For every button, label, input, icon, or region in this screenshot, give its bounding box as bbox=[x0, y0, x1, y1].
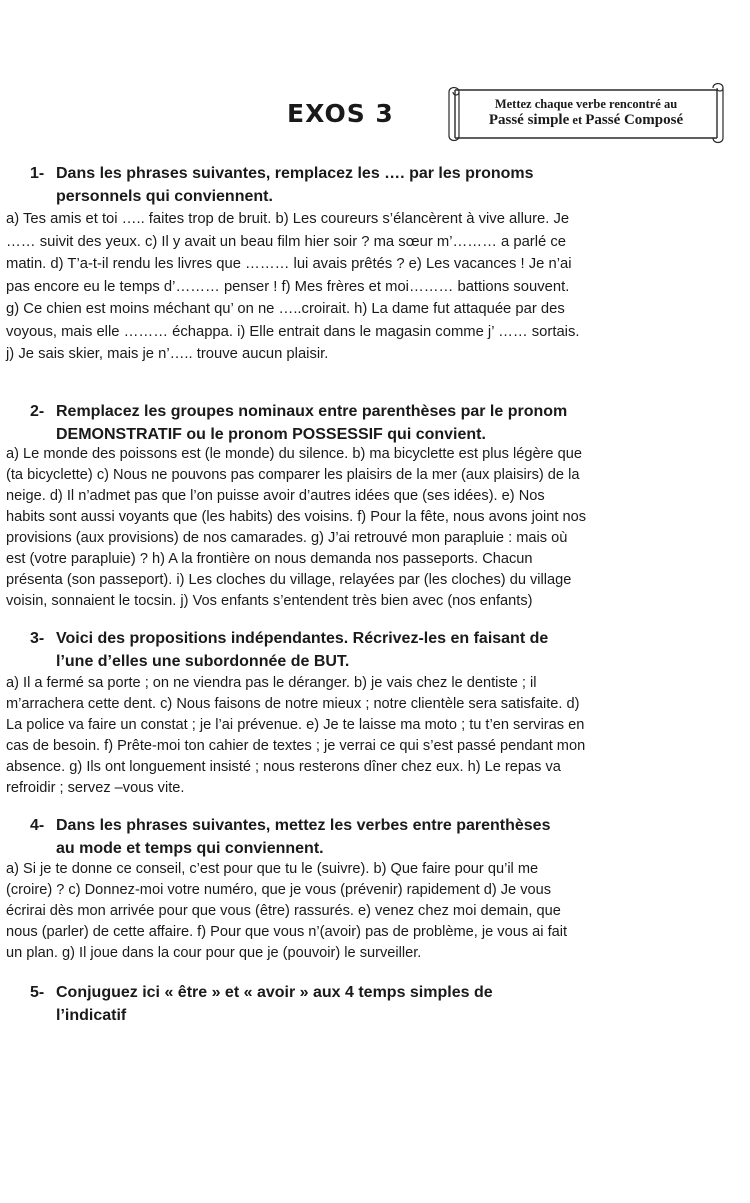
text-line: a) Il a fermé sa porte ; on ne viendra pas le déranger. b) je vais chez le dentiste ; il bbox=[6, 675, 537, 691]
text-line: absence. g) Ils ont longuement insisté ; nous resterons dîner chez eux. h) Le repas va bbox=[6, 759, 561, 775]
section-heading-line: au mode et temps qui conviennent. bbox=[56, 840, 324, 857]
section-5-heading bbox=[30, 981, 493, 1027]
text-line: voyous, mais elle ……… échappa. i) Elle entrait dans le magasin comme j’ …… sortais. bbox=[6, 323, 580, 340]
text-line: a) Si je te donne ce conseil, c’est pour que tu le (suivre). b) Que faire pour qu’il me bbox=[6, 861, 539, 877]
text-line: (croire) ? c) Donnez-moi votre numéro, que je vous (prévenir) rapidement d) Je vous bbox=[6, 882, 552, 898]
section-number: 2- bbox=[30, 403, 45, 420]
text-line: écrirai dès mon arrivée pour que vous (être) rassurés. e) venez chez moi demain, que bbox=[6, 903, 561, 919]
section-heading-line: Voici des propositions indépendantes. Récrivez-les en faisant de bbox=[56, 630, 549, 647]
section-3-heading bbox=[30, 627, 548, 673]
text-line: matin. d) T’a-t-il rendu les livres que ……… lui avais prêtés ? e) Les vacances ! Je n’ai bbox=[6, 256, 572, 272]
section-2-text bbox=[6, 444, 746, 612]
instruction-scroll-banner bbox=[447, 82, 725, 144]
instruction-passe-compose: Passé Composé bbox=[585, 112, 684, 128]
instruction-et: et bbox=[569, 113, 586, 127]
section-heading-line: Remplacez les groupes nominaux entre parenthèses par le pronom bbox=[56, 403, 568, 420]
section-heading-line: DEMONSTRATIF ou le pronom POSSESSIF qui convient. bbox=[56, 426, 486, 443]
section-heading-line: personnels qui conviennent. bbox=[56, 188, 273, 205]
text-line: provisions (aux provisions) de nos camarades. g) J’ai retrouvé mon parapluie : mais où bbox=[6, 530, 568, 546]
section-4-text bbox=[6, 859, 746, 964]
text-line: a) Le monde des poissons est (le monde) du silence. b) ma bicyclette est plus légère que bbox=[6, 446, 582, 462]
instruction-line-1: Mettez chaque verbe rencontré au bbox=[494, 97, 678, 111]
section-number: 5- bbox=[30, 984, 45, 1001]
text-line: a) Tes amis et toi ….. faites trop de bruit. b) Les coureurs s’élancèrent à vive allure. Je bbox=[6, 211, 570, 227]
text-line: cas de besoin. f) Prête-moi ton cahier de textes ; je verrai ce qui s’est passé pendant mon bbox=[6, 738, 586, 754]
instruction-line-2 bbox=[461, 112, 711, 128]
text-line: …… suivit des yeux. c) Il y avait un beau film hier soir ? ma sœur m’……… a parlé ce bbox=[6, 233, 566, 250]
text-line: un plan. g) Il joue dans la cour pour que je (pouvoir) le surveiller. bbox=[6, 945, 422, 961]
section-1-heading bbox=[30, 162, 534, 208]
section-heading-line: Dans les phrases suivantes, remplacez les …. par les pronoms bbox=[56, 165, 534, 182]
section-number: 4- bbox=[30, 817, 45, 834]
text-line: j) Je sais skier, mais je n’….. trouve aucun plaisir. bbox=[6, 346, 329, 362]
text-line: m’arrachera cette dent. c) Nous faisons de notre mieux ; notre clientèle sera satisfaite. d) bbox=[6, 696, 580, 712]
text-line: pas encore eu le temps d’……… penser ! f) Mes frères et moi……… battions souvent. bbox=[6, 278, 570, 295]
text-line: présenta (son passeport). i) Les cloches du village, relayées par (les cloches) du village bbox=[6, 572, 572, 588]
text-line: nous (parler) de cette affaire. f) Pour que vous n’(avoir) pas de problème, je vous ai fait bbox=[6, 924, 568, 940]
section-2-heading bbox=[30, 400, 567, 446]
section-heading-line: Conjuguez ici « être » et « avoir » aux 4 temps simples de bbox=[56, 984, 493, 1001]
section-heading-line: l’indicatif bbox=[56, 1007, 127, 1024]
section-1-text bbox=[6, 208, 746, 366]
section-number: 1- bbox=[30, 165, 45, 182]
text-line: est (votre parapluie) ? h) A la frontière on nous demanda nos passeports. Chacun bbox=[6, 551, 533, 567]
text-line: habits sont aussi voyants que (les habits) des voisins. f) Pour la fête, nous avons joint nos bbox=[6, 509, 587, 525]
page-title: EXOS 3 bbox=[287, 99, 394, 128]
text-line: (ta bicyclette) c) Nous ne pouvons pas comparer les plaisirs de la mer (aux plaisirs) de la bbox=[6, 467, 580, 483]
text-line: voisin, sonnaient le tocsin. j) Vos enfants s’entendent très bien avec (nos enfants) bbox=[6, 593, 533, 609]
section-4-heading bbox=[30, 814, 550, 860]
section-heading-line: l’une d’elles une subordonnée de BUT. bbox=[56, 653, 350, 670]
instruction-text bbox=[461, 96, 711, 128]
text-line: neige. d) Il n’admet pas que l’on puisse avoir d’autres idées que (ses idées). e) Nos bbox=[6, 488, 545, 504]
text-line: refroidir ; servez –vous vite. bbox=[6, 780, 185, 796]
section-3-text bbox=[6, 673, 746, 799]
text-line: La police va faire un constat ; je l’ai prévenue. e) Je te laisse ma moto ; tu t’en serviras en bbox=[6, 717, 585, 733]
text-line: g) Ce chien est moins méchant qu’ on ne …..croirait. h) La dame fut attaquée par des bbox=[6, 301, 565, 317]
section-heading-line: Dans les phrases suivantes, mettez les verbes entre parenthèses bbox=[56, 817, 551, 834]
section-number: 3- bbox=[30, 630, 45, 647]
instruction-passe-simple: Passé simple bbox=[488, 112, 570, 128]
